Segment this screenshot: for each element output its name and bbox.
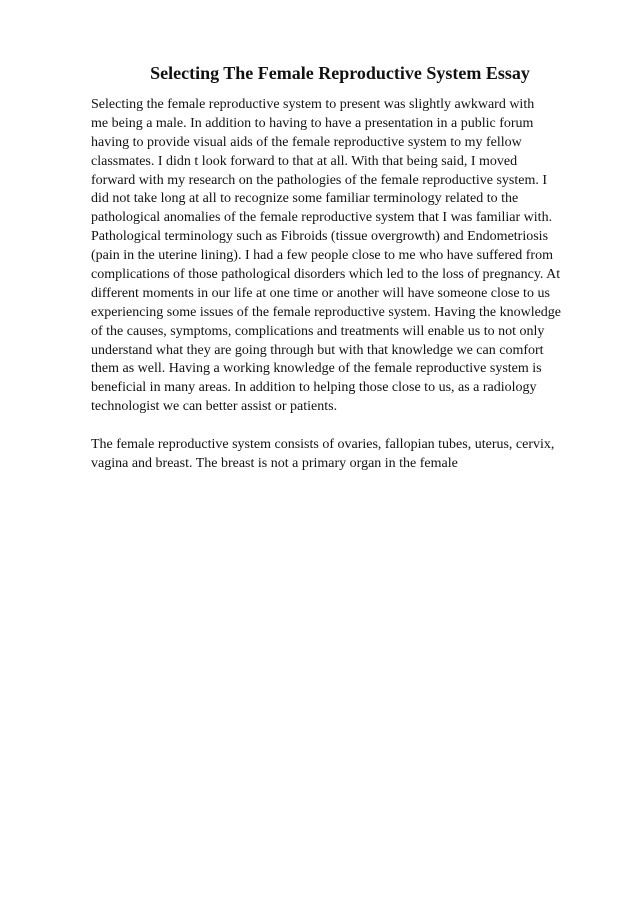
paragraph-1 [91, 96, 591, 417]
paragraph-line: having to provide visual aids of the female reproductive system to my fellow [91, 134, 522, 150]
paragraph-line: complications of those pathological disorders which led to the loss of pregnancy. At [91, 267, 561, 283]
paragraph-line: them as well. Having a working knowledge of the female reproductive system is [91, 361, 542, 377]
paragraph-line: The female reproductive system consists of ovaries, fallopian tubes, uterus, cervix, [91, 437, 555, 453]
document-title: Selecting The Female Reproductive System Essay [150, 63, 530, 83]
paragraph-line: classmates. I didn t look forward to that at all. With that being said, I moved [91, 153, 518, 169]
paragraph-line: Selecting the female reproductive system to present was slightly awkward with [91, 97, 535, 112]
paragraph-line: understand what they are going through but with that knowledge we can comfort [91, 342, 544, 358]
paragraph-line: (pain in the uterine lining). I had a few people close to me who have suffered from [91, 248, 553, 264]
document-body [91, 96, 591, 474]
paragraph-line: me being a male. In addition to having to have a presentation in a public forum [91, 115, 534, 131]
paragraph-line: forward with my research on the pathologies of the female reproductive system. I [91, 172, 548, 188]
paragraph-line: did not take long at all to recognize some familiar terminology related to the [91, 191, 519, 207]
paragraph-line: Pathological terminology such as Fibroids (tissue overgrowth) and Endometriosis [91, 229, 549, 245]
paragraph-spacer [91, 417, 591, 436]
paragraph-line: technologist we can better assist or patients. [91, 399, 338, 415]
paragraph-line: pathological anomalies of the female reproductive system that I was familiar with. [91, 210, 553, 226]
paragraph-2 [91, 436, 591, 474]
paragraph-line: experiencing some issues of the female reproductive system. Having the knowledge [91, 304, 562, 320]
paragraph-line: beneficial in many areas. In addition to helping those close to us, as a radiology [91, 380, 537, 396]
paragraph-line: different moments in our life at one time or another will have someone close to us [91, 285, 550, 301]
paragraph-line: vagina and breast. The breast is not a primary organ in the female [91, 456, 458, 472]
paragraph-line: of the causes, symptoms, complications and treatments will enable us to not only [91, 323, 545, 339]
